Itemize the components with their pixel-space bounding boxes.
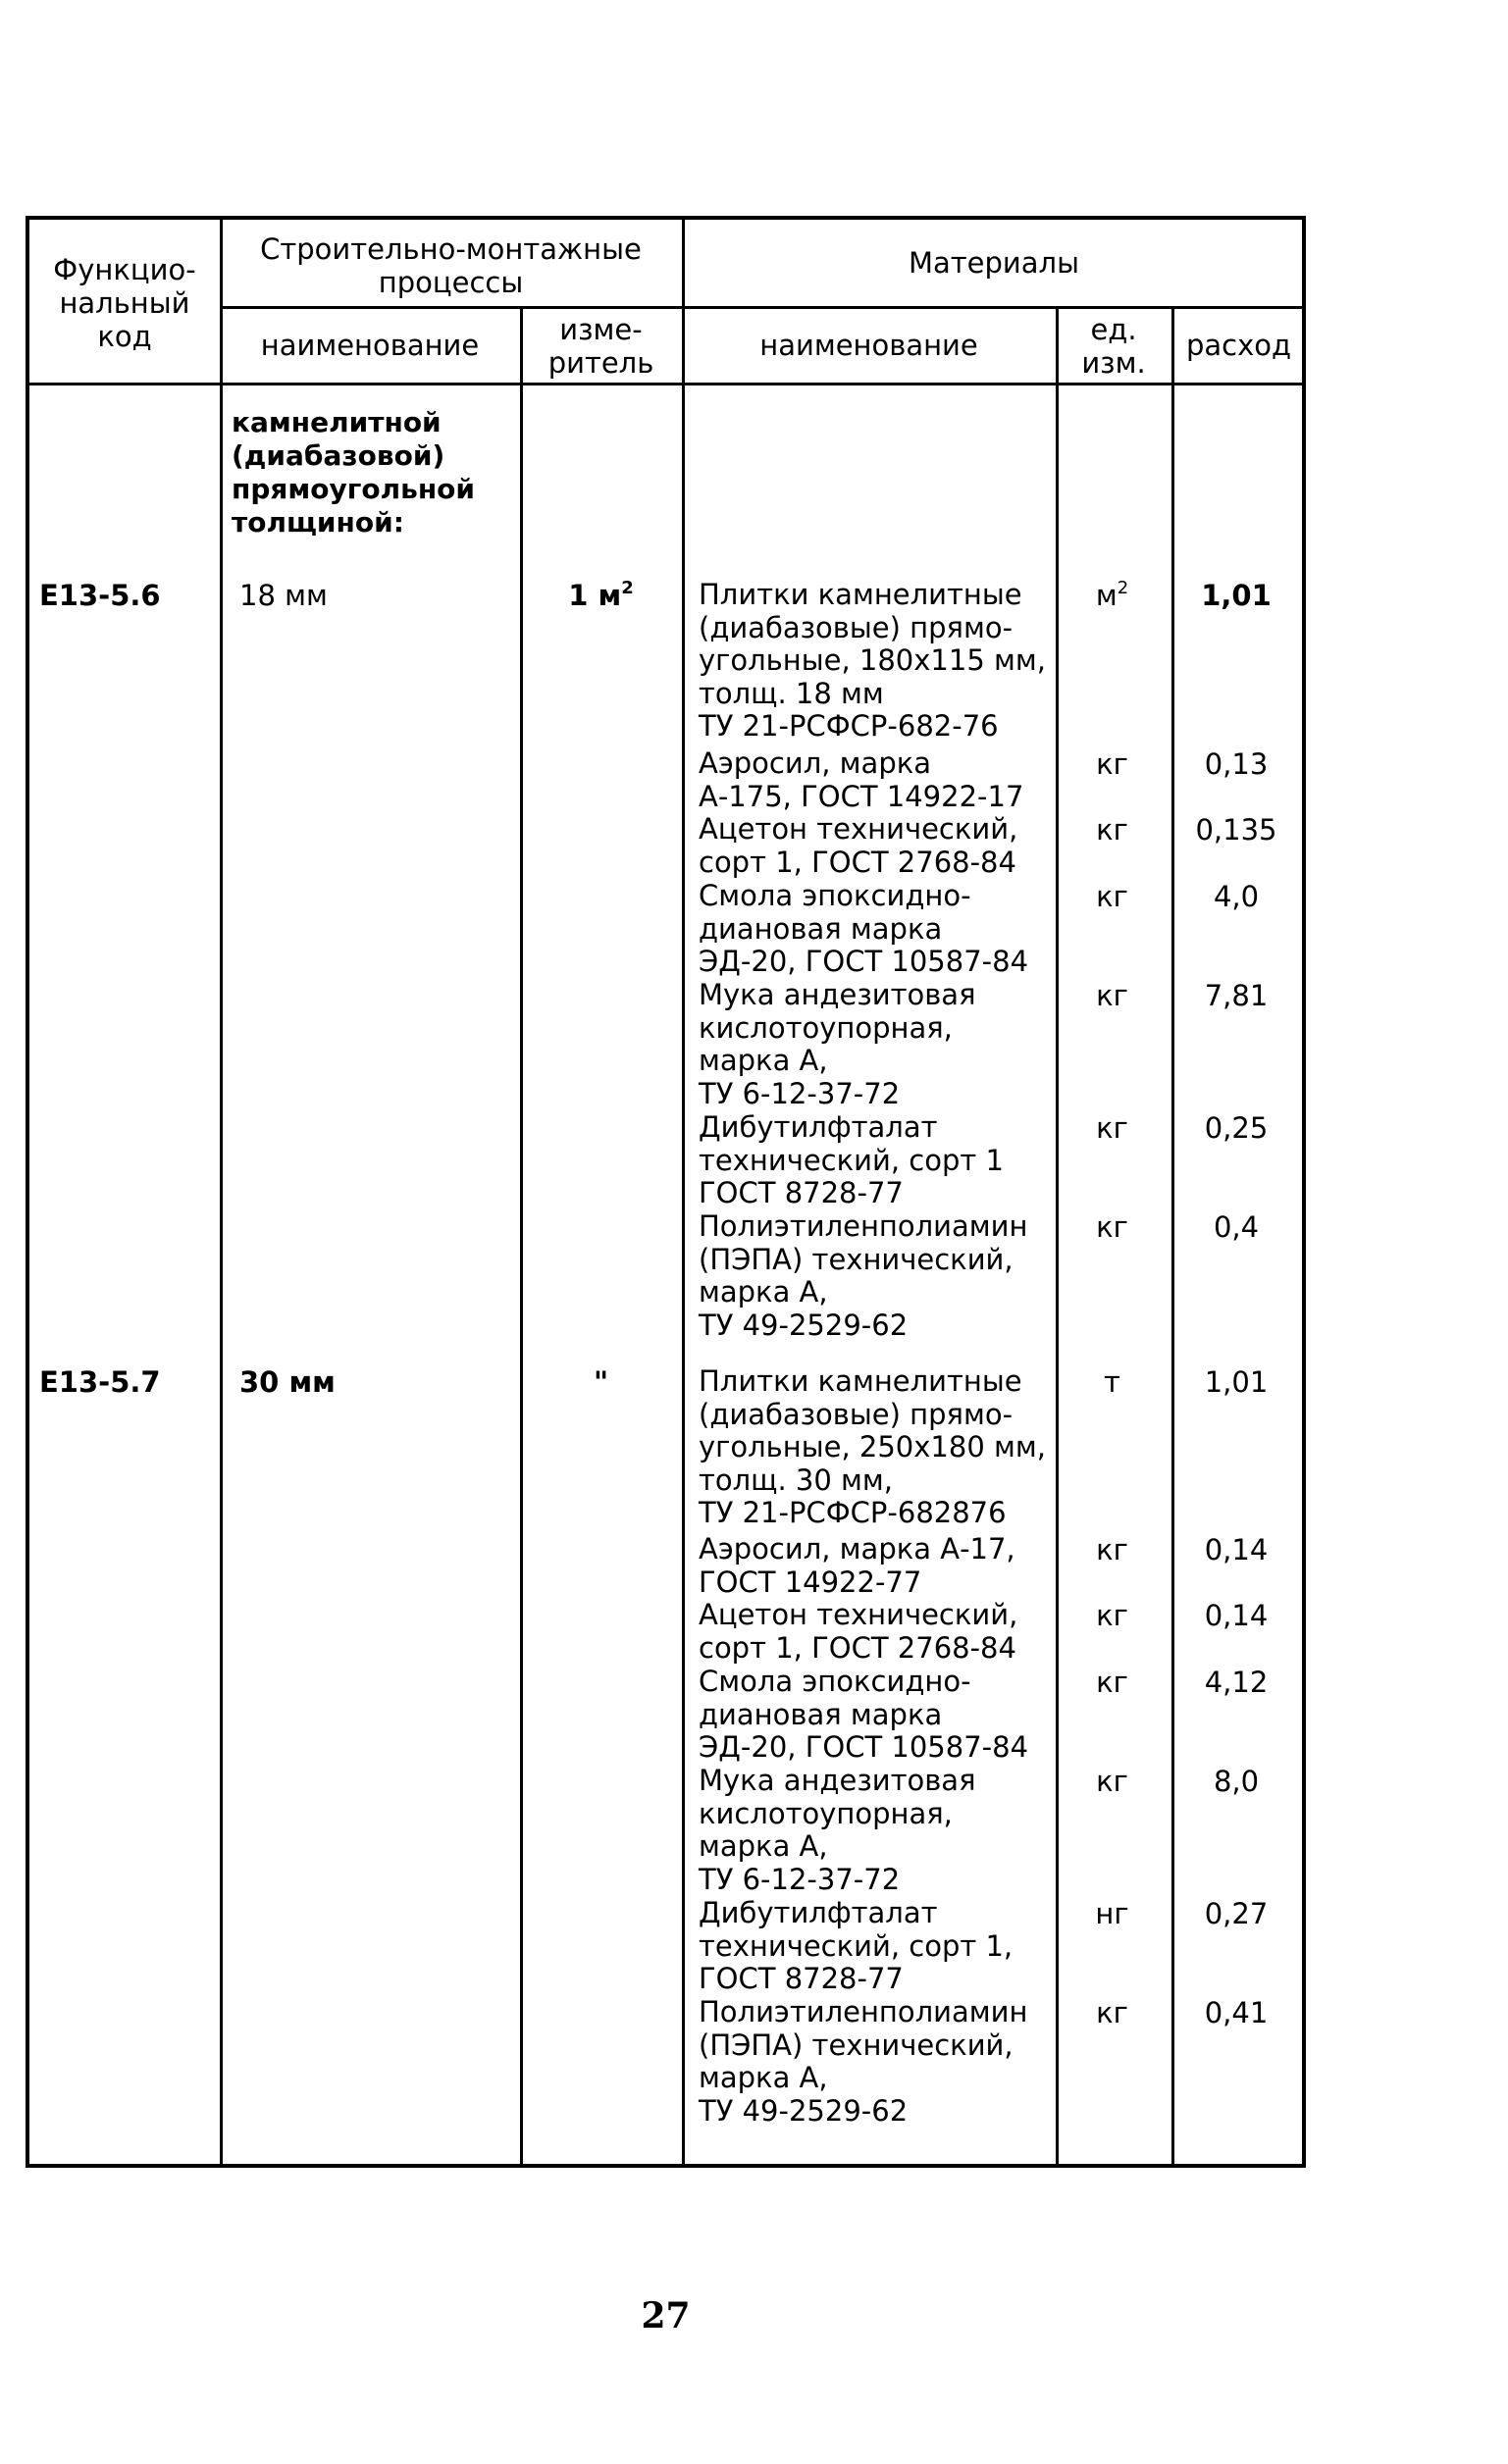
material-name-line: ГОСТ 14922-77 <box>699 1565 922 1599</box>
header-materials-label: Материалы <box>909 246 1079 280</box>
material-name-line: диановая марка <box>699 911 943 946</box>
material-name <box>699 1765 976 1896</box>
material-name-line: сорт 1, ГОСТ 2768-84 <box>699 1630 1016 1665</box>
material-name <box>699 747 1023 813</box>
material-name-line: кислотоупорная, <box>699 1796 953 1830</box>
material-unit-value: кг <box>1096 747 1128 781</box>
material-name-line: Ацетон технический, <box>699 812 1018 846</box>
row-meter-sup: 2 <box>621 578 634 598</box>
header-bottom-border <box>29 383 1306 385</box>
material-unit-value: кг <box>1096 1599 1128 1632</box>
material-name-line: марка А, <box>699 1044 828 1078</box>
header-processes-group <box>220 228 682 304</box>
material-name-line: ТУ 49-2529-62 <box>699 1308 909 1342</box>
material-qty: 0,25 <box>1204 1111 1269 1145</box>
material-name <box>699 1111 1004 1210</box>
material-name <box>699 880 1028 979</box>
material-name-line: ТУ 6-12-37-72 <box>699 1862 901 1896</box>
material-name-line: Аэросил, марка А-17, <box>699 1532 1015 1566</box>
material-qty: 0,14 <box>1204 1599 1269 1632</box>
material-name-line: сорт 1, ГОСТ 2768-84 <box>699 845 1016 879</box>
material-name <box>699 579 1046 744</box>
material-name-line: марка А, <box>699 2061 828 2095</box>
material-qty: 8,0 <box>1213 1765 1260 1798</box>
material-unit-value: кг <box>1096 1996 1128 2029</box>
material-unit-value: кг <box>1096 1533 1128 1566</box>
material-name-line: марка А, <box>699 1829 828 1864</box>
material-name-line: (диабазовые) прямо- <box>699 1397 1014 1431</box>
material-unit-value: кг <box>1096 1666 1128 1699</box>
material-unit-value: кг <box>1096 1765 1128 1798</box>
material-name-line: Дибутилфталат <box>699 1110 938 1144</box>
header-material-unit <box>1056 310 1171 383</box>
material-name <box>699 1365 1046 1530</box>
material-name-line: кислотоупорная, <box>699 1010 953 1045</box>
material-qty: 1,01 <box>1201 579 1272 612</box>
material-name-line: толщ. 30 мм, <box>699 1463 894 1497</box>
col-divider-code <box>220 220 223 2164</box>
material-name-line: Смола эпоксидно- <box>699 879 971 912</box>
header-material-name <box>682 308 1056 383</box>
intro-line: прямоугольной <box>232 473 476 505</box>
material-name-line: ЭД-20, ГОСТ 10587-84 <box>699 1730 1029 1765</box>
material-qty: 4,12 <box>1204 1666 1269 1699</box>
header-code-line-3: код <box>97 320 152 353</box>
material-unit <box>1056 747 1169 781</box>
header-meter-line-1: изме- <box>559 313 643 346</box>
material-qty: 0,41 <box>1204 1996 1269 2029</box>
material-name-line: угольные, 250х180 мм, <box>699 1430 1046 1464</box>
material-name-line: ТУ 6-12-37-72 <box>699 1076 901 1110</box>
material-unit <box>1056 1111 1169 1145</box>
material-name <box>699 1897 1013 1996</box>
material-name <box>699 979 976 1110</box>
col-divider-meter <box>520 308 523 2164</box>
material-name-line: Смола эпоксидно- <box>699 1665 971 1698</box>
material-qty: 0,135 <box>1195 813 1277 847</box>
material-name-line: ГОСТ 8728-77 <box>699 1962 904 1996</box>
col-divider-materials <box>682 220 685 2164</box>
material-unit-value: м <box>1095 579 1118 612</box>
material-unit-value: кг <box>1096 1111 1128 1145</box>
material-name <box>699 1666 1028 1765</box>
material-name-line: технический, сорт 1 <box>699 1143 1004 1177</box>
header-material-name-label: наименование <box>759 329 978 362</box>
material-qty: 0,14 <box>1204 1533 1269 1566</box>
material-unit-value: кг <box>1096 813 1128 847</box>
material-name-line: Мука андезитовая <box>699 1764 976 1797</box>
material-qty: 0,27 <box>1204 1897 1269 1930</box>
material-unit <box>1056 579 1169 612</box>
header-code-line-1: Функцио- <box>53 253 196 286</box>
row-meter-value: 1 м <box>568 579 622 612</box>
material-name <box>699 1599 1017 1665</box>
material-name-line: диановая марка <box>699 1697 943 1731</box>
header-process-name-label: наименование <box>260 329 480 362</box>
material-name-line: ТУ 21-РСФСР-682-76 <box>699 709 999 744</box>
material-name-line: Полиэтиленполиамин <box>699 1995 1028 2028</box>
material-name <box>699 1996 1027 2128</box>
material-qty: 0,13 <box>1204 747 1269 781</box>
material-qty: 0,4 <box>1213 1210 1260 1244</box>
material-name-line: Полиэтиленполиамин <box>699 1209 1028 1243</box>
material-unit <box>1056 1533 1169 1566</box>
material-name-line: (ПЭПА) технический, <box>699 2028 1014 2062</box>
material-name-line: ТУ 21-РСФСР-682876 <box>699 1496 1007 1530</box>
intro-line: (диабазовой) <box>232 439 445 472</box>
material-name-line: ГОСТ 8728-77 <box>699 1176 904 1210</box>
header-code-line-2: нальный <box>59 286 190 320</box>
material-unit-value: кг <box>1096 979 1128 1012</box>
material-unit <box>1056 813 1169 847</box>
material-unit <box>1056 1666 1169 1699</box>
row-process: 18 мм <box>239 579 328 612</box>
header-qty-label: расход <box>1185 329 1292 362</box>
row-process: 30 мм <box>239 1365 336 1399</box>
material-qty: 1,01 <box>1204 1365 1269 1399</box>
material-unit <box>1056 979 1169 1012</box>
material-name-line: А-175, ГОСТ 14922-17 <box>699 779 1024 813</box>
material-name-line: угольные, 180х115 мм, <box>699 643 1046 678</box>
page-number: 27 <box>641 2295 691 2336</box>
material-unit-sup: 2 <box>1117 578 1129 598</box>
material-name-line: толщ. 18 мм <box>699 676 884 710</box>
header-material-qty <box>1171 308 1306 383</box>
material-unit <box>1056 1599 1169 1632</box>
header-meter-line-2: ритель <box>547 346 654 380</box>
header-unit-line-1: ед. <box>1090 313 1137 346</box>
material-name-line: Плитки камнелитные <box>699 578 1022 611</box>
header-process-name <box>220 308 520 383</box>
row-meter-value: " <box>593 1365 609 1399</box>
header-code <box>29 230 220 377</box>
row-meter <box>530 1365 672 1399</box>
material-name-line: ТУ 49-2529-62 <box>699 2093 909 2128</box>
intro-line: камнелитной <box>232 406 442 438</box>
material-name-line: ЭД-20, ГОСТ 10587-84 <box>699 945 1029 979</box>
material-name-line: Ацетон технический, <box>699 1598 1018 1631</box>
material-name-line: (диабазовые) прямо- <box>699 610 1014 644</box>
material-unit-value: нг <box>1095 1897 1129 1930</box>
material-name-line: марка А, <box>699 1275 828 1309</box>
row-meter <box>530 579 672 612</box>
header-unit-line-2: изм. <box>1081 346 1146 380</box>
header-materials-group <box>682 220 1306 306</box>
intro-line: толщиной: <box>232 506 404 539</box>
material-unit-value: кг <box>1096 1210 1128 1244</box>
header-processes-line-1: Строительно-монтажные <box>260 232 642 266</box>
material-unit-value: кг <box>1096 880 1128 913</box>
row-code: Е13-5.7 <box>39 1365 161 1399</box>
material-qty: 7,81 <box>1204 979 1269 1012</box>
intro-text <box>232 406 475 539</box>
material-name-line: (ПЭПА) технический, <box>699 1242 1014 1276</box>
material-name-line: Аэросил, марка <box>699 746 932 780</box>
material-unit-value: т <box>1104 1365 1120 1399</box>
header-process-meter <box>520 310 682 383</box>
material-name <box>699 813 1017 879</box>
material-qty: 4,0 <box>1213 880 1260 913</box>
material-name <box>699 1533 1015 1599</box>
material-name-line: Мука андезитовая <box>699 978 976 1011</box>
materials-table <box>26 216 1306 2168</box>
material-unit <box>1056 1765 1169 1798</box>
material-unit <box>1056 880 1169 913</box>
header-processes-line-2: процессы <box>378 266 524 299</box>
row-code: Е13-5.6 <box>39 579 161 612</box>
material-name-line: Плитки камнелитные <box>699 1364 1022 1398</box>
material-name <box>699 1210 1027 1342</box>
material-name-line: Дибутилфталат <box>699 1896 938 1929</box>
material-unit <box>1056 1996 1169 2029</box>
material-unit <box>1056 1365 1169 1399</box>
material-name-line: технический, сорт 1, <box>699 1928 1014 1963</box>
material-unit <box>1056 1210 1169 1244</box>
material-unit <box>1056 1897 1169 1930</box>
